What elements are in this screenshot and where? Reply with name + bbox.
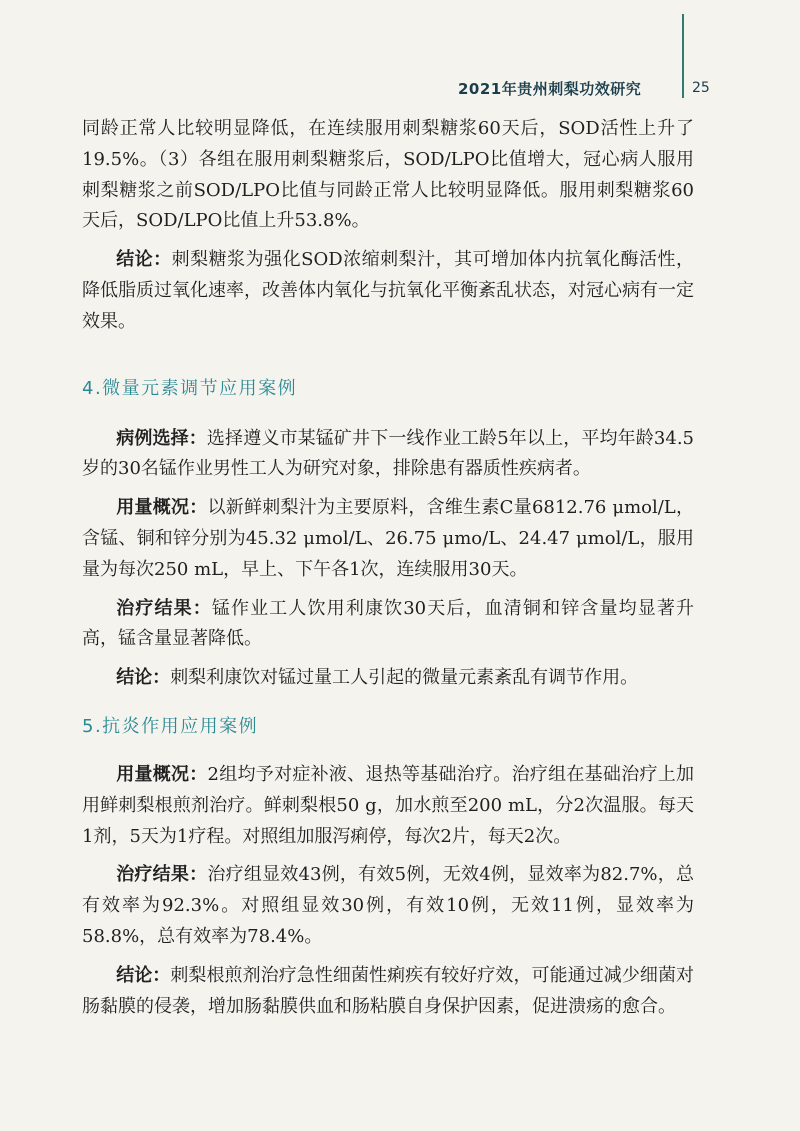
paragraph-lead: 病例选择： bbox=[116, 427, 207, 449]
paragraph-text: 以新鲜刺梨汁为主要原料，含维生素C量6812.76 μmol/L，含锰、铜和锌分别为45.32 μmol/L、26.75 μmo/L、24.47 μmol/L，服用量为每次250 mL，早上、下午各1次，连续服用30天。 bbox=[82, 497, 695, 580]
paragraph-text: 锰作业工人饮用利康饮30天后，血清铜和锌含量均显著升高，锰含量显著降低。 bbox=[82, 597, 695, 650]
dosage-paragraph bbox=[82, 760, 694, 852]
conclusion-paragraph bbox=[82, 961, 694, 1023]
paragraph-lead: 治疗结果： bbox=[116, 597, 212, 619]
continued-paragraph: 同龄正常人比较明显降低，在连续服用刺梨糖浆60天后，SOD活性上升了19.5%。（3）各组在服用刺梨糖浆后，SOD/LPO比值增大，冠心病人服用刺梨糖浆之前SOD/LPO比值与同龄正常人比较明显降低。服用刺梨糖浆60天后，SOD/LPO比值上升53.8%。 bbox=[82, 118, 694, 232]
paragraph-text: 刺梨利康饮对锰过量工人引起的微量元素紊乱有调节作用。 bbox=[170, 667, 639, 689]
paragraph-text: 刺梨根煎剂治疗急性细菌性痢疾有较好疗效，可能通过减少细菌对肠黏膜的侵袭，增加肠黏膜供血和肠粘膜自身保护因素，促进溃疡的愈合。 bbox=[82, 964, 695, 1017]
header-divider bbox=[682, 14, 684, 98]
result-paragraph bbox=[82, 860, 694, 952]
paragraph-lead: 用量概况： bbox=[116, 497, 208, 519]
conclusion-paragraph bbox=[82, 245, 694, 337]
paragraph-lead: 结论： bbox=[116, 667, 171, 689]
page-number: 25 bbox=[692, 80, 710, 96]
case-selection-paragraph bbox=[82, 424, 694, 486]
paragraph-text: 刺梨糖浆为强化SOD浓缩刺梨汁，其可增加体内抗氧化酶活性，降低脂质过氧化速率，改善体内氧化与抗氧化平衡紊乱状态，对冠心病有一定效果。 bbox=[82, 249, 694, 332]
paragraph-lead: 结论： bbox=[116, 964, 171, 986]
body-text bbox=[82, 114, 694, 1022]
paragraph-text: 选择遵义市某锰矿井下一线作业工龄5年以上，平均年龄34.5岁的30名锰作业男性工人为研究对象，排除患有器质性疾病者。 bbox=[82, 427, 695, 480]
dosage-paragraph bbox=[82, 493, 694, 585]
paragraph-lead: 用量概况： bbox=[116, 763, 208, 785]
section-heading-4: 4.微量元素调节应用案例 bbox=[82, 377, 298, 399]
paragraph-lead: 结论： bbox=[116, 249, 172, 271]
paragraph-text: 治疗组显效43例，有效5例，无效4例，显效率为82.7%，总有效率为92.3%。对照组显效30例，有效10例，无效11例，显效率为58.8%，总有效率为78.4%。 bbox=[82, 864, 695, 947]
paragraph-lead: 治疗结果： bbox=[116, 864, 208, 886]
section-heading-5: 5.抗炎作用应用案例 bbox=[82, 715, 259, 737]
paragraph-text: 2组均予对症补液、退热等基础治疗。治疗组在基础治疗上加用鲜刺梨根煎剂治疗。鲜刺梨根50 g，加水煎至200 mL，分2次温服。每天1剂，5天为1疗程。对照组加服泻痢停，每次2片，每天2次。 bbox=[82, 763, 695, 847]
running-title: 2021年贵州刺梨功效研究 bbox=[458, 80, 642, 98]
conclusion-paragraph bbox=[82, 663, 694, 694]
result-paragraph bbox=[82, 594, 694, 656]
